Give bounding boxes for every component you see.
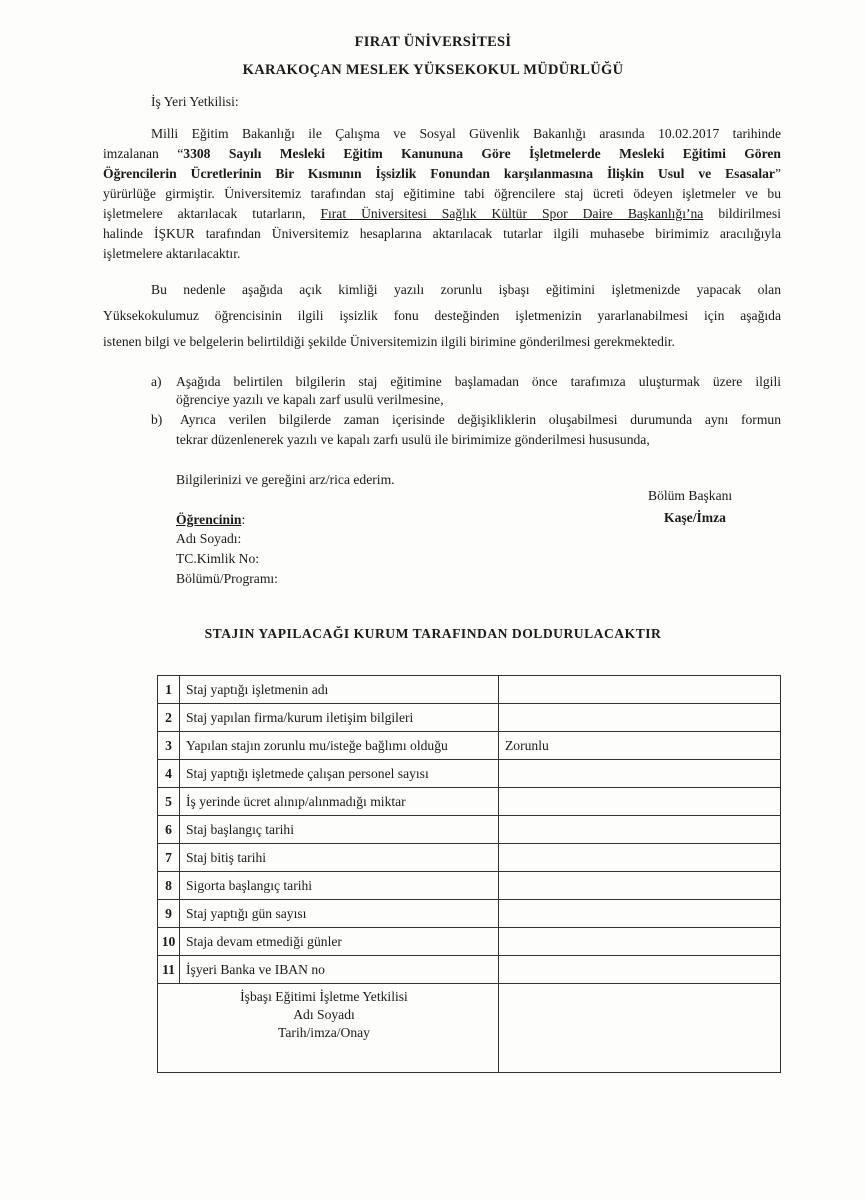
form-row-value[interactable] — [499, 788, 781, 816]
sign-empty-cell[interactable] — [499, 984, 781, 1073]
school-title: KARAKOÇAN MESLEK YÜKSEKOKUL MÜDÜRLÜĞÜ — [242, 62, 624, 78]
form-row-label: Staj yaptığı gün sayısı — [180, 900, 499, 928]
para2-line2: Yüksekokulumuz öğrencisinin ilgili işsizlik fonu desteğinden işletmenizin yararlanabilmesi için aşağıda — [103, 308, 781, 323]
form-row-value[interactable] — [499, 704, 781, 732]
signature-title: Bölüm Başkanı — [648, 488, 733, 503]
student-department-label: Bölümü/Programı: — [176, 571, 278, 586]
form-row-number: 5 — [158, 788, 180, 816]
sign-line-1: İşbaşı Eğitimi İşletme Yetkilisi — [240, 989, 408, 1004]
form-row — [158, 732, 781, 760]
signature-stamp: Kaşe/İmza — [664, 510, 726, 525]
form-row — [158, 872, 781, 900]
sign-row — [158, 984, 781, 1073]
form-row-number: 11 — [158, 956, 180, 984]
form-row-value[interactable] — [499, 900, 781, 928]
form-row-label: Staj yaptığı işletmede çalışan personel sayısı — [180, 760, 499, 788]
form-row-label: İşyeri Banka ve IBAN no — [180, 956, 499, 984]
form-row-label: Staj yaptığı işletmenin adı — [180, 676, 499, 704]
form-row-value[interactable] — [499, 816, 781, 844]
sign-line-3: Tarih/imza/Onay — [278, 1025, 370, 1040]
list-marker-b: b) — [151, 412, 163, 427]
form-row-number: 10 — [158, 928, 180, 956]
para1-line6: halinde İŞKUR tarafından Üniversitemiz hesaplarına aktarılacak tutarlar ilgili muhasebe birimimiz aracılığıyla — [103, 226, 781, 241]
internship-form-table — [157, 675, 781, 1073]
form-row-number: 1 — [158, 676, 180, 704]
para1-line5 — [103, 204, 781, 224]
form-title: STAJIN YAPILACAĞI KURUM TARAFINDAN DOLDURULACAKTIR — [204, 626, 662, 641]
form-row — [158, 816, 781, 844]
student-heading-text: Öğrencinin — [176, 512, 242, 527]
para1-line3-bold: Öğrencilerin Ücretlerinin Bir Kısmının İşsizlik Fonundan karşılanmasına İlişkin Usul ve Esasalar — [103, 166, 775, 181]
sign-block — [164, 988, 484, 1042]
list-item-a-line1: Aşağıda belirtilen bilgilerin staj eğitimine başlamadan önce tarafımıza uluşturmak üzere ilgili — [176, 374, 781, 389]
closing-line: Bilgilerinizi ve gereğini arz/rica ederim. — [176, 472, 395, 487]
form-row-number: 6 — [158, 816, 180, 844]
form-row-number: 2 — [158, 704, 180, 732]
list-item-a-line2: öğrenciye yazılı ve kapalı zarf usulü verilmesine, — [176, 392, 444, 407]
para2-line1: Bu nedenle aşağıda açık kimliği yazılı zorunlu işbaşı eğitimini işletmenizde yapacak olan — [151, 282, 781, 297]
form-row-number: 3 — [158, 732, 180, 760]
para1-line5-suffix: bildirilmesi — [703, 206, 781, 221]
form-row — [158, 900, 781, 928]
para1-line4: yürürlüğe girmiştir. Üniversitemiz tarafından staj eğitimine tabi öğrencilere staj ücreti ödeyen işletmeler ve bu — [103, 186, 781, 201]
form-row — [158, 760, 781, 788]
form-row-value[interactable] — [499, 928, 781, 956]
student-tc-label: TC.Kimlik No: — [176, 551, 260, 566]
form-row-label: Yapılan stajın zorunlu mu/isteğe bağlımı olduğu — [180, 732, 499, 760]
form-row — [158, 788, 781, 816]
form-row-value[interactable] — [499, 872, 781, 900]
list-item-b-line1: Ayrıca verilen bilgilerde zaman içerisinde değişikliklerin oluşabilmesi durumunda aynı formun — [180, 412, 781, 427]
para2-line3: istenen bilgi ve belgelerin belirtildiği şekilde Üniversitemizin ilgili birimine gönderilmesi gerekmektedir. — [103, 334, 675, 349]
form-row — [158, 676, 781, 704]
form-row-label: Staja devam etmediği günler — [180, 928, 499, 956]
form-row — [158, 704, 781, 732]
para1-line1: Milli Eğitim Bakanlığı ile Çalışma ve Sosyal Güvenlik Bakanlığı arasında 10.02.2017 tarihinde — [151, 126, 781, 141]
student-heading-colon: : — [241, 512, 246, 527]
salutation: İş Yeri Yetkilisi: — [151, 94, 239, 109]
form-row-value[interactable] — [499, 844, 781, 872]
form-row-value[interactable]: Zorunlu — [499, 732, 781, 760]
form-row-number: 9 — [158, 900, 180, 928]
form-row-label: Sigorta başlangıç tarihi — [180, 872, 499, 900]
university-title: FIRAT ÜNİVERSİTESİ — [354, 34, 512, 50]
form-row-label: Staj başlangıç tarihi — [180, 816, 499, 844]
list-item-b-line2: tekrar düzenlenerek yazılı ve kapalı zarfı usulü ile birimimize gönderilmesi hususunda, — [176, 432, 650, 447]
form-row-number: 7 — [158, 844, 180, 872]
form-row-value[interactable] — [499, 956, 781, 984]
form-row-label: Staj yapılan firma/kurum iletişim bilgileri — [180, 704, 499, 732]
para1-line3 — [103, 164, 781, 184]
para1-line3-suffix: ” — [774, 166, 781, 181]
sign-cell — [158, 984, 499, 1073]
para1-line2 — [103, 144, 781, 164]
student-name-label: Adı Soyadı: — [176, 531, 242, 546]
form-row-value[interactable] — [499, 676, 781, 704]
para1-line7: işletmelere aktarılacaktır. — [103, 246, 241, 261]
form-row-label: Staj bitiş tarihi — [180, 844, 499, 872]
form-row-number: 8 — [158, 872, 180, 900]
para1-line2-bold: 3308 Sayılı Mesleki Eğitim Kanununa Göre İşletmelerde Mesleki Eğitimi Gören — [183, 146, 781, 161]
form-row-number: 4 — [158, 760, 180, 788]
list-marker-a: a) — [151, 374, 162, 389]
sign-line-2: Adı Soyadı — [293, 1007, 355, 1022]
para1-line5-prefix: işletmelere aktarılacak tutarların, — [103, 206, 321, 221]
form-row-label: İş yerinde ücret alınıp/alınmadığı miktar — [180, 788, 499, 816]
form-row-value[interactable] — [499, 760, 781, 788]
para1-line2-prefix: imzalanan “ — [103, 146, 184, 161]
student-heading — [176, 510, 245, 530]
form-row — [158, 928, 781, 956]
form-row — [158, 844, 781, 872]
form-row — [158, 956, 781, 984]
department-name: Fırat Üniversitesi Sağlık Kültür Spor Daire Başkanlığı’na — [320, 206, 704, 221]
